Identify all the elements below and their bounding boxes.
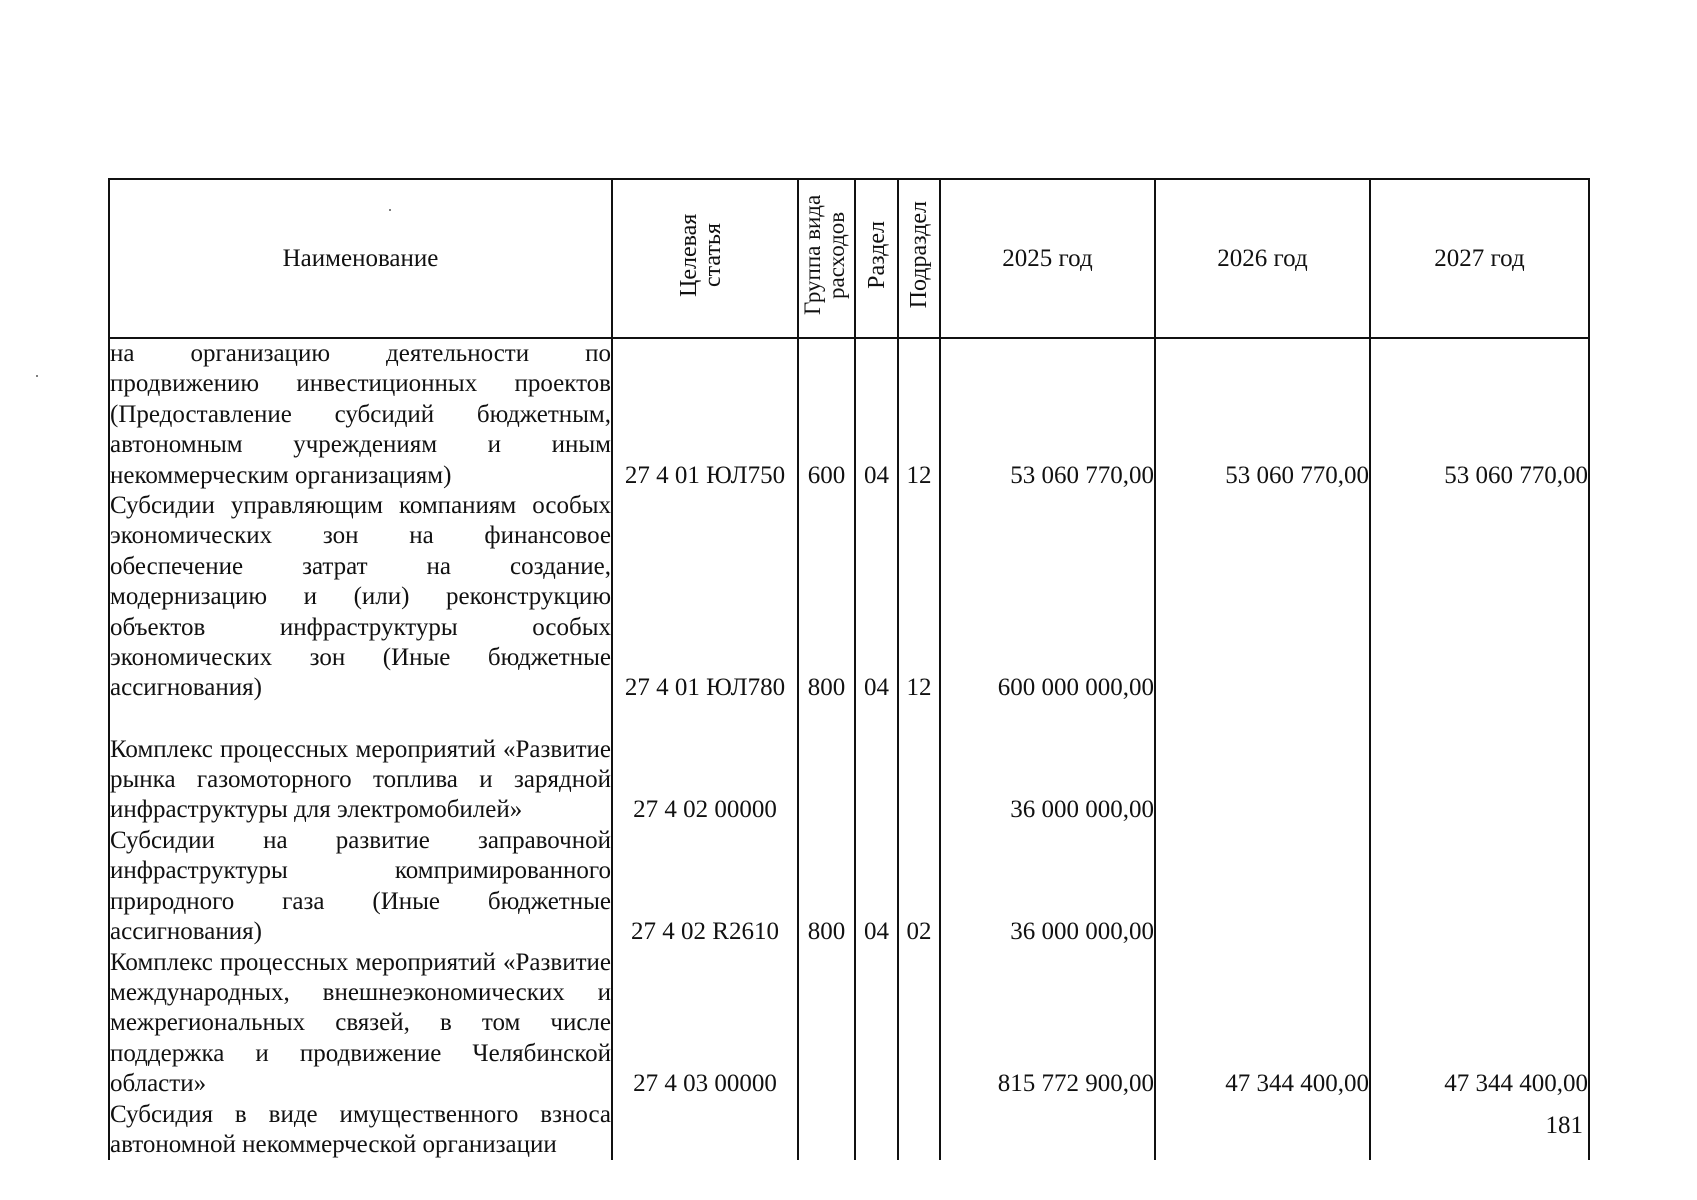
row-section: 04 — [855, 491, 898, 704]
row-amount-2025: 53 060 770,00 — [940, 338, 1155, 491]
header-2025: 2025 год — [940, 179, 1155, 338]
row-subsection — [898, 948, 940, 1100]
row-amount-2027 — [1370, 704, 1589, 826]
row-subsection — [898, 704, 940, 826]
row-amount-2025: 36 000 000,00 — [940, 704, 1155, 826]
row-amount-2025: 600 000 000,00 — [940, 491, 1155, 704]
row-name: Субсидии управляющим компаниям особых экономических зон на финансовое обеспечение затрат на создание, модернизацию и (или) реконструкцию объектов инфраструктуры особых экономических зон (Иные бюджетные ассигнования) — [109, 491, 612, 704]
table-row — [109, 1100, 1589, 1161]
row-name: Субсидии на развитие заправочной инфраструктуры компримированного природного газа (Иные бюджетные ассигнования) — [109, 826, 612, 948]
row-expense-group — [798, 704, 855, 826]
row-name: на организацию деятельности по продвижению инвестиционных проектов (Предоставление субсидий бюджетным, автономным учреждениям и иным некоммерческим организациям) — [109, 338, 612, 491]
row-expense-group: 800 — [798, 491, 855, 704]
page-number: 181 — [1545, 1112, 1583, 1139]
budget-table — [108, 178, 1590, 1160]
row-section: 04 — [855, 826, 898, 948]
row-amount-2027: 47 344 400,00 — [1370, 948, 1589, 1100]
row-expense-group: 800 — [798, 826, 855, 948]
row-amount-2025: 36 000 000,00 — [940, 826, 1155, 948]
row-section: 04 — [855, 338, 898, 491]
header-subsection: Подраздел — [898, 179, 940, 338]
header-section: Раздел — [855, 179, 898, 338]
row-expense-group — [798, 948, 855, 1100]
table-row — [109, 704, 1589, 826]
row-expense-group: 600 — [798, 338, 855, 491]
table-row — [109, 948, 1589, 1100]
row-amount-2026 — [1155, 704, 1370, 826]
row-subsection — [898, 1100, 940, 1161]
row-subsection: 02 — [898, 826, 940, 948]
row-section — [855, 1100, 898, 1161]
header-2027: 2027 год — [1370, 179, 1589, 338]
row-name: Комплекс процессных мероприятий «Развитие международных, внешнеэкономических и межрегиональных связей, в том числе поддержка и продвижение Челябинской области» — [109, 948, 612, 1100]
row-amount-2025: 815 772 900,00 — [940, 948, 1155, 1100]
header-name: Наименование — [109, 179, 612, 338]
row-section — [855, 704, 898, 826]
row-amount-2026 — [1155, 1100, 1370, 1161]
row-target-article: 27 4 01 ЮЛ750 — [612, 338, 798, 491]
table-row — [109, 491, 1589, 704]
row-subsection: 12 — [898, 491, 940, 704]
table-header-row — [109, 179, 1589, 338]
row-target-article: 27 4 01 ЮЛ780 — [612, 491, 798, 704]
row-target-article: 27 4 02 R2610 — [612, 826, 798, 948]
row-expense-group — [798, 1100, 855, 1161]
row-subsection: 12 — [898, 338, 940, 491]
row-amount-2027 — [1370, 491, 1589, 704]
row-amount-2027: 53 060 770,00 — [1370, 338, 1589, 491]
row-section — [855, 948, 898, 1100]
row-amount-2026 — [1155, 491, 1370, 704]
scan-speck — [36, 375, 38, 377]
row-target-article — [612, 1100, 798, 1161]
row-amount-2026 — [1155, 826, 1370, 948]
row-amount-2026: 53 060 770,00 — [1155, 338, 1370, 491]
row-target-article: 27 4 02 00000 — [612, 704, 798, 826]
table-row — [109, 826, 1589, 948]
header-target-article: Целевая статья — [612, 179, 798, 338]
row-target-article: 27 4 03 00000 — [612, 948, 798, 1100]
row-amount-2026: 47 344 400,00 — [1155, 948, 1370, 1100]
row-amount-2025 — [940, 1100, 1155, 1161]
row-amount-2027 — [1370, 826, 1589, 948]
table-row — [109, 338, 1589, 491]
row-name: Субсидия в виде имущественного взноса автономной некоммерческой организации — [109, 1100, 612, 1161]
header-2026: 2026 год — [1155, 179, 1370, 338]
header-expense-group: Группа вида расходов — [798, 179, 855, 338]
row-name: Комплекс процессных мероприятий «Развитие рынка газомоторного топлива и зарядной инфраструктуры для электромобилей» — [109, 704, 612, 826]
